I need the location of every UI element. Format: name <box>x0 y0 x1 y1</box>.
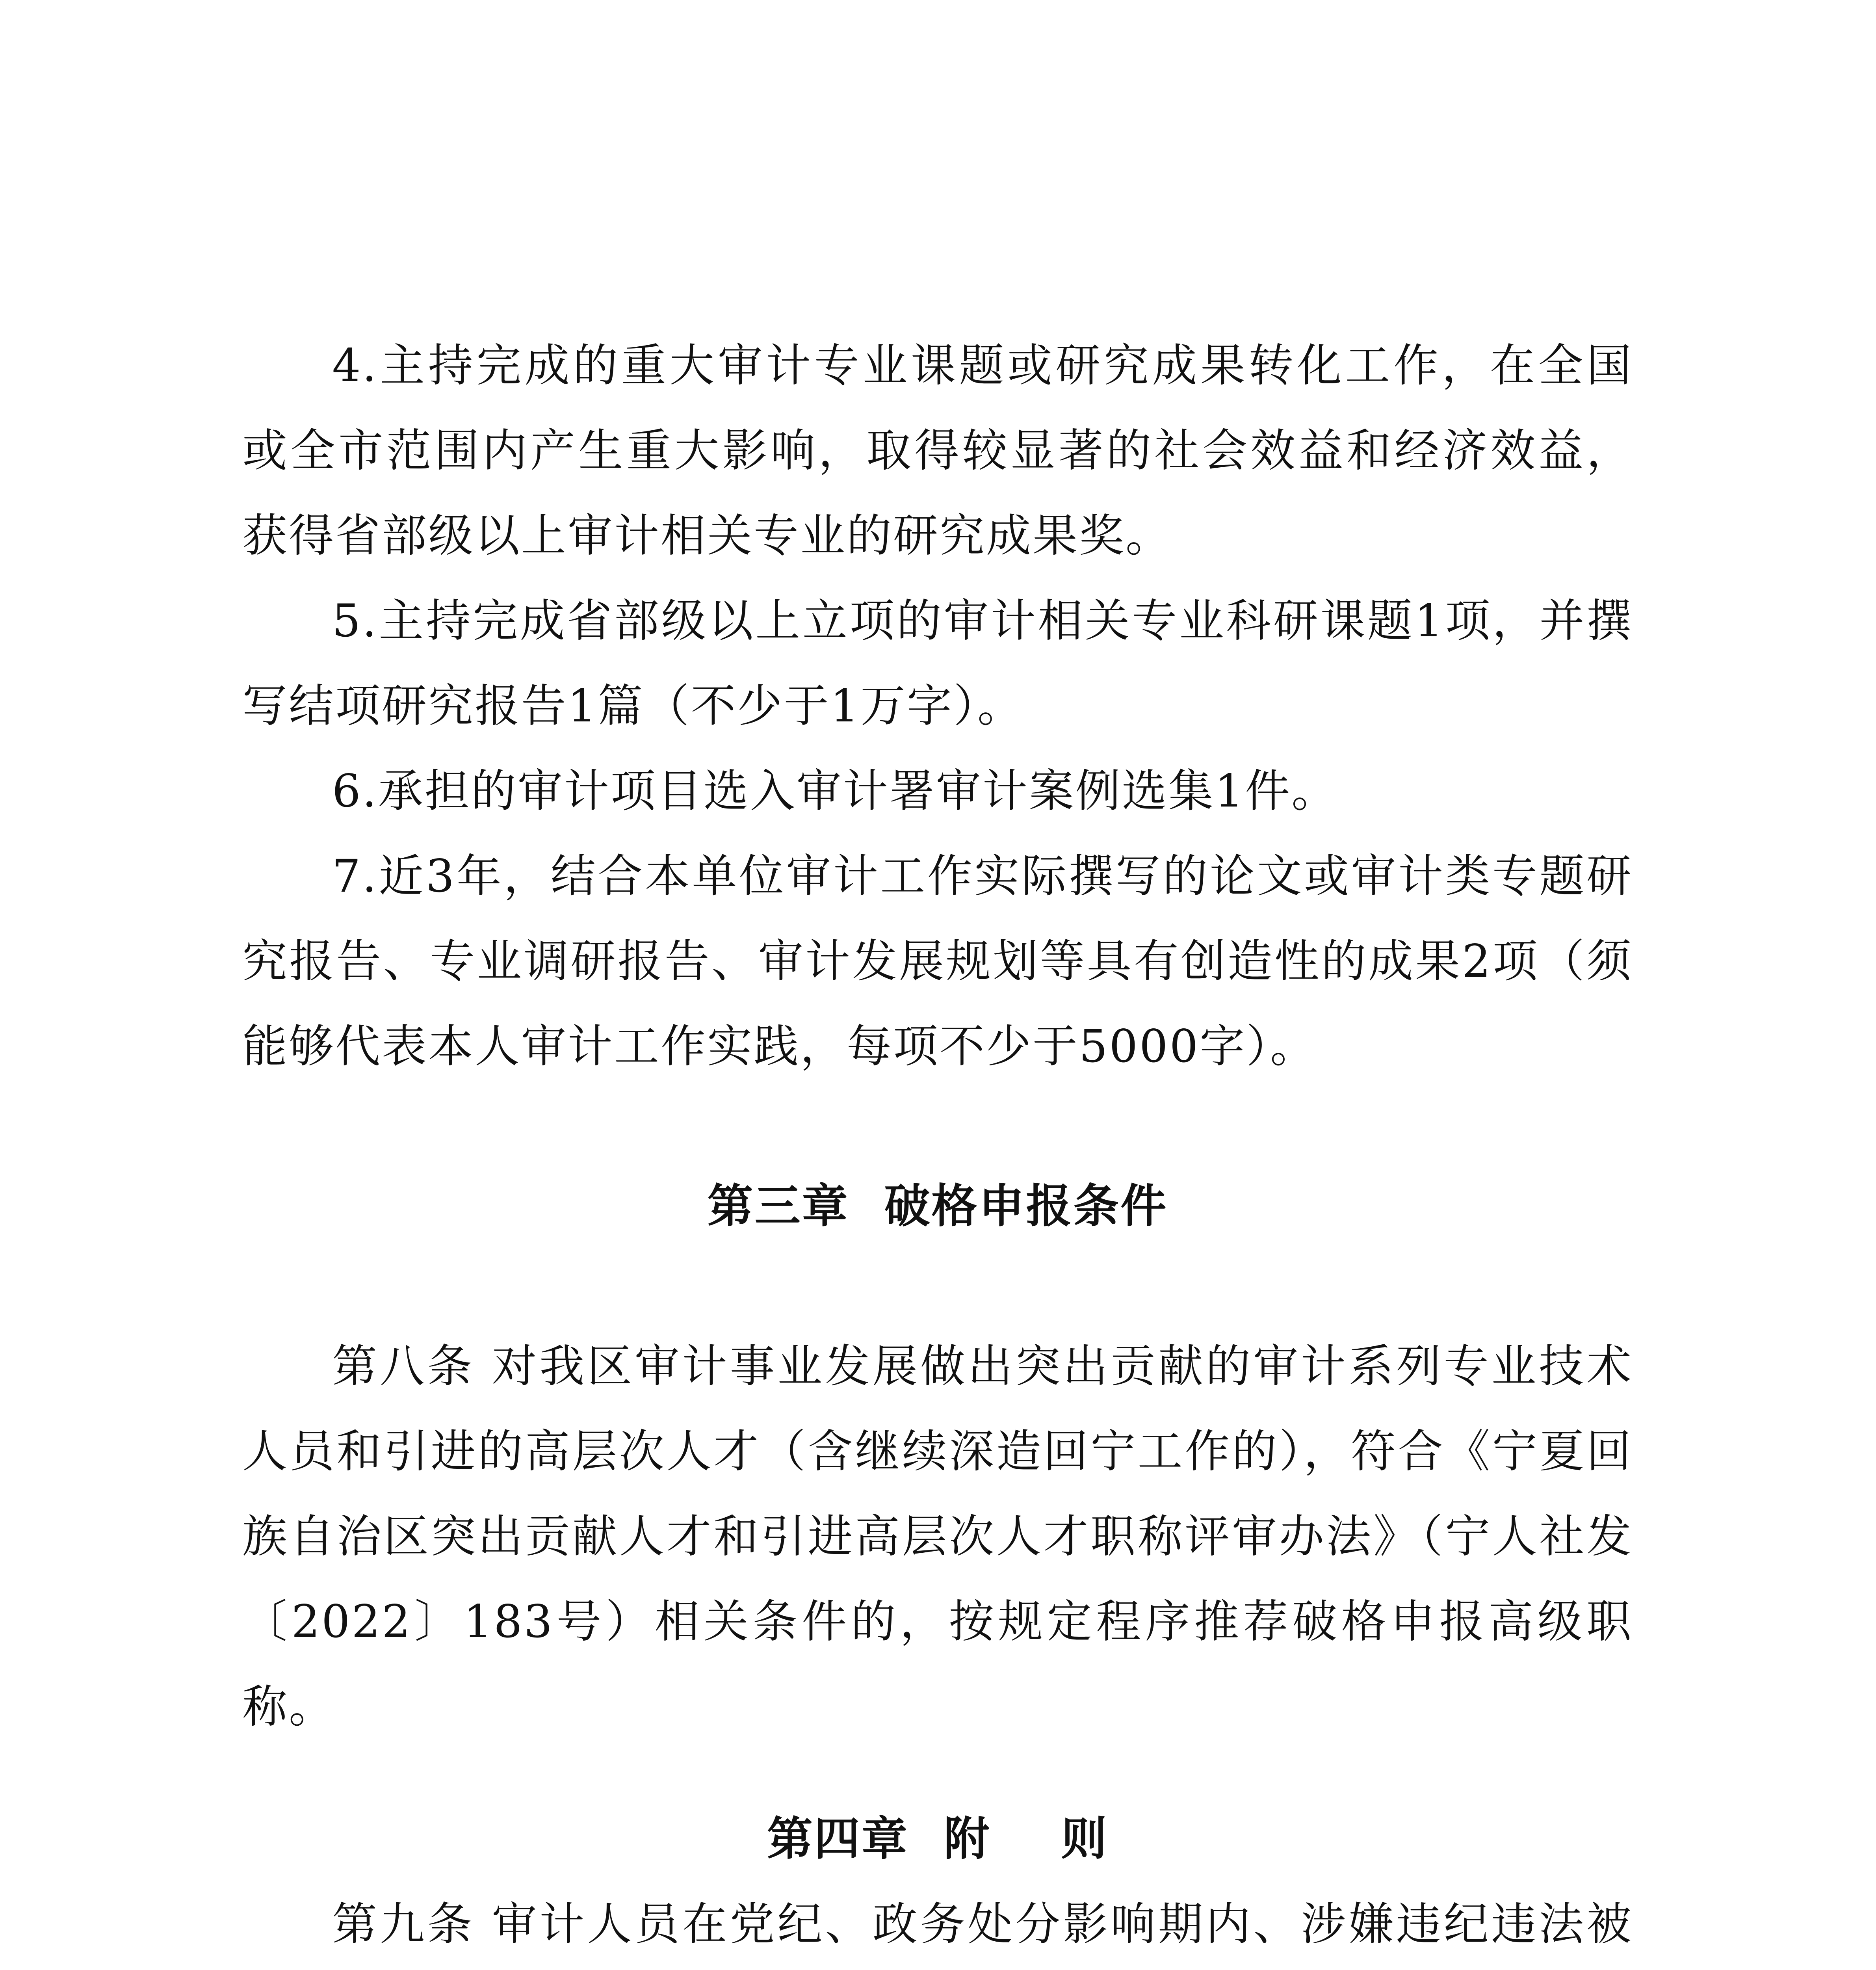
spacer <box>242 1089 1633 1164</box>
paragraph-item-6: 6.承担的审计项目选入审计署审计案例选集1件。 <box>332 765 1338 817</box>
article-9-paragraph: 第九条 审计人员在党纪、政务处分影响期内、涉嫌违纪违法被 <box>332 1898 1633 1950</box>
chapter-3-heading: 第三章 破格申报条件 <box>707 1180 1168 1233</box>
paragraph-item-4: 4.主持完成的重大审计专业课题或研究成果转化工作，在全国或全市范围内产生重大影响，取得较显著的社会效益和经济效益，获得省部级以上审计相关专业的研究成果奖。 <box>242 339 1633 562</box>
paragraph-item-5: 5.主持完成省部级以上立项的审计相关专业科研课题1项，并撰写结项研究报告1篇（不少于1万字）。 <box>242 595 1633 732</box>
document-body <box>242 323 1633 1970</box>
paragraph-item-7: 7.近3年，结合本单位审计工作实际撰写的论文或审计类专题研究报告、专业调研报告、审计发展规划等具有创造性的成果2项（须能够代表本人审计工作实践，每项不少于5000字）。 <box>242 850 1633 1072</box>
chapter-4-heading: 第四章 附 则 <box>767 1812 1109 1866</box>
spacer <box>242 1249 1633 1324</box>
spacer <box>242 1749 1633 1797</box>
article-8-paragraph: 第八条 对我区审计事业发展做出突出贡献的审计系列专业技术人员和引进的高层次人才（含继续深造回宁工作的），符合《宁夏回族自治区突出贡献人才和引进高层次人才职称评审办法》（宁人社发〔2022〕183号）相关条件的，按规定程序推荐破格申报高级职称。 <box>242 1340 1633 1733</box>
